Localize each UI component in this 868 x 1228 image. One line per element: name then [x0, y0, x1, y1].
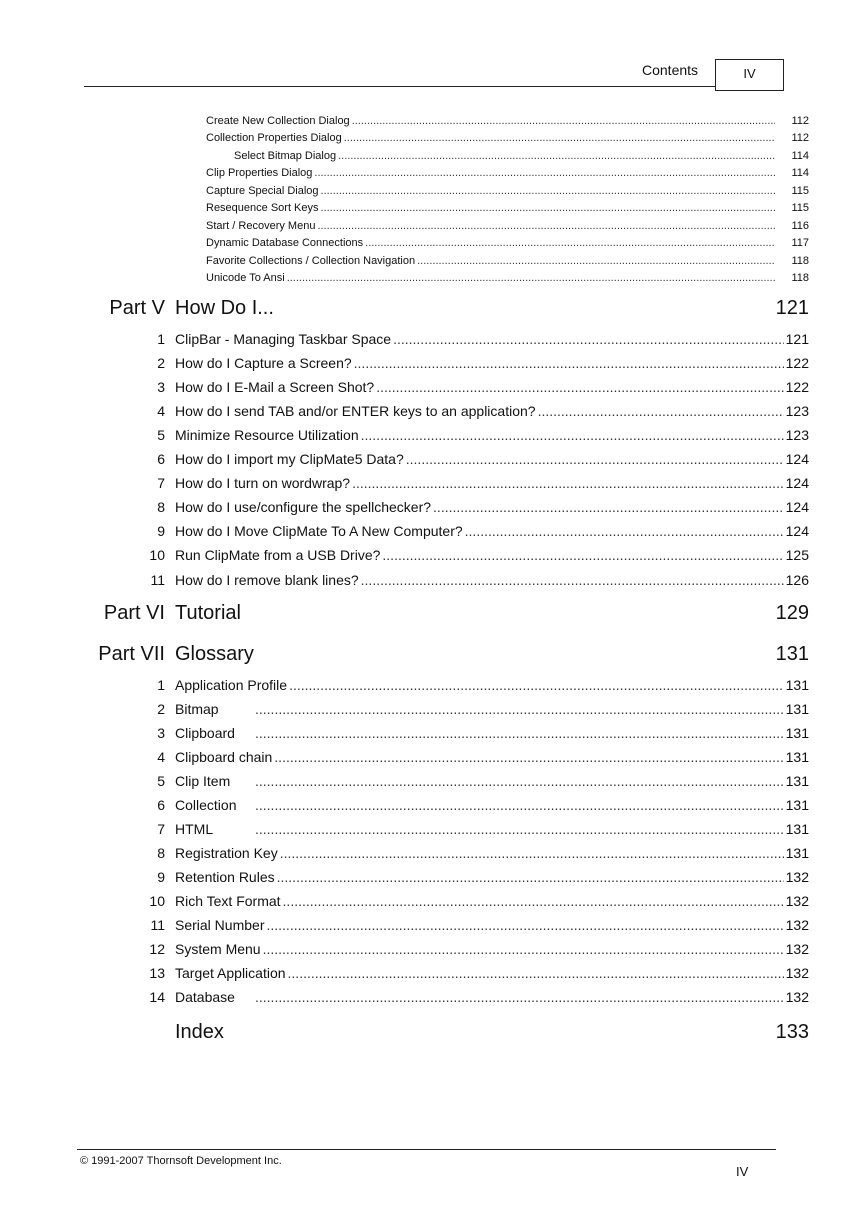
entry-number: 13 [149, 965, 165, 981]
toc-sub-entry-title: Favorite Collections / Collection Navigation [206, 255, 416, 267]
entry-number: 3 [157, 725, 165, 741]
entry-page: 131 [785, 797, 809, 813]
toc-part-heading[interactable] [0, 297, 809, 323]
dot-leader [274, 749, 783, 765]
entry-number: 2 [157, 355, 165, 371]
toc-sub-entry[interactable] [206, 167, 809, 181]
dot-leader [255, 701, 784, 717]
dot-leader [317, 220, 775, 232]
toc-sub-entry[interactable] [206, 132, 809, 146]
dot-leader [361, 427, 784, 443]
toc-entry[interactable] [157, 403, 809, 421]
entry-page: 131 [785, 773, 809, 789]
dot-leader [283, 893, 784, 909]
entry-page: 131 [785, 725, 809, 741]
toc-sub-entry-title: Capture Special Dialog [206, 185, 319, 197]
toc-entry[interactable] [157, 523, 809, 541]
entry-number: 7 [157, 475, 165, 491]
entry-title: Bitmap [175, 701, 219, 717]
entry-title: How do I Capture a Screen? [175, 355, 352, 371]
toc-entry[interactable] [157, 677, 809, 695]
entry-page: 132 [785, 941, 809, 957]
toc-sub-entry-title: Create New Collection Dialog [206, 115, 350, 127]
entry-page: 126 [785, 572, 809, 588]
entry-title: Clipboard [175, 725, 235, 741]
dot-leader [338, 150, 775, 162]
entry-number: 10 [149, 893, 165, 909]
header-page-box: IV [715, 59, 784, 91]
dot-leader [321, 202, 775, 214]
entry-number: 9 [157, 523, 165, 539]
entry-title: Retention Rules [175, 869, 275, 885]
dot-leader [266, 917, 783, 933]
toc-entry[interactable] [157, 797, 809, 815]
entry-title: How do I use/configure the spellchecker? [175, 499, 432, 515]
part-page: 129 [775, 602, 809, 624]
entry-number: 4 [157, 403, 165, 419]
header-rule [84, 86, 716, 87]
entry-page: 123 [785, 403, 809, 419]
toc-entry[interactable] [157, 331, 809, 349]
entry-title: How do I Move ClipMate To A New Computer? [175, 523, 463, 539]
toc-entry[interactable] [150, 572, 809, 590]
dot-leader [361, 572, 784, 588]
entry-page: 124 [785, 523, 809, 539]
toc-sub-entry-title: Clip Properties Dialog [206, 167, 313, 179]
toc-sub-entry-title: Dynamic Database Connections [206, 237, 364, 249]
entry-title: How do I import my ClipMate5 Data? [175, 451, 404, 467]
part-number: Part VI [103, 602, 165, 624]
dot-leader [280, 845, 784, 861]
entry-page: 131 [785, 749, 809, 765]
toc-part-heading[interactable] [0, 643, 809, 669]
toc-entry[interactable] [157, 475, 809, 493]
entry-number: 10 [149, 547, 165, 563]
entry-number: 14 [149, 989, 165, 1005]
entry-title: ClipBar - Managing Taskbar Space [175, 331, 392, 347]
dot-leader [393, 331, 784, 347]
toc-sub-entry[interactable] [206, 202, 809, 216]
entry-title: How do I turn on wordwrap? [175, 475, 351, 491]
dot-leader [288, 965, 784, 981]
dot-leader [255, 725, 784, 741]
entry-number: 4 [157, 749, 165, 765]
dot-leader [314, 167, 775, 179]
toc-sub-entry-page: 115 [791, 185, 809, 197]
toc-entry[interactable] [149, 965, 809, 983]
toc-sub-entry-page: 112 [791, 115, 809, 127]
toc-sub-entry-page: 115 [791, 202, 809, 214]
toc-sub-entry-page: 114 [791, 167, 809, 179]
dot-leader [277, 869, 784, 885]
entry-number: 9 [157, 869, 165, 885]
entry-page: 122 [785, 379, 809, 395]
toc-entry[interactable] [149, 547, 809, 565]
footer-copyright: © 1991-2007 Thornsoft Development Inc. [80, 1155, 282, 1167]
entry-page: 124 [785, 499, 809, 515]
toc-entry[interactable] [149, 893, 809, 911]
toc-sub-entry-page: 118 [791, 272, 809, 284]
toc-sub-entry[interactable] [206, 185, 809, 199]
entry-title: Rich Text Format [175, 893, 281, 909]
entry-number: 5 [157, 427, 165, 443]
toc-entry[interactable] [157, 821, 809, 839]
toc-sub-entry-title: Unicode To Ansi [206, 272, 285, 284]
part-page: 121 [775, 297, 809, 319]
toc-entry[interactable] [157, 749, 809, 767]
entry-title: Serial Number [175, 917, 265, 933]
toc-sub-entry[interactable] [206, 272, 809, 286]
toc-entry[interactable] [157, 379, 809, 397]
entry-page: 132 [785, 917, 809, 933]
entry-number: 1 [157, 331, 165, 347]
toc-entry[interactable] [157, 869, 809, 887]
toc-entry[interactable] [149, 941, 809, 959]
toc-sub-entry-page: 117 [791, 237, 809, 249]
entry-title: How do I E-Mail a Screen Shot? [175, 379, 375, 395]
dot-leader [255, 797, 784, 813]
toc-sub-entry-title: Collection Properties Dialog [206, 132, 342, 144]
entry-number: 7 [157, 821, 165, 837]
toc-sub-entry-page: 114 [791, 150, 809, 162]
dot-leader [406, 451, 784, 467]
toc-entry[interactable] [157, 845, 809, 863]
dot-leader [465, 523, 784, 539]
running-header-title: Contents [642, 62, 699, 78]
entry-number: 6 [157, 797, 165, 813]
toc-entry[interactable] [157, 725, 809, 743]
toc-sub-sub-entry[interactable] [234, 150, 809, 164]
dot-leader [354, 355, 784, 371]
toc-sub-entry[interactable] [206, 220, 809, 234]
entry-title: Application Profile [175, 677, 288, 693]
entry-page: 124 [785, 475, 809, 491]
toc-entry[interactable] [157, 451, 809, 469]
entry-number: 6 [157, 451, 165, 467]
toc-sub-entry-title: Start / Recovery Menu [206, 220, 316, 232]
entry-number: 8 [157, 845, 165, 861]
dot-leader [321, 185, 775, 197]
toc-entry[interactable] [150, 917, 809, 935]
entry-title: Run ClipMate from a USB Drive? [175, 547, 381, 563]
dot-leader [255, 821, 784, 837]
toc-sub-entry-title: Resequence Sort Keys [206, 202, 319, 214]
toc-entry[interactable] [157, 701, 809, 719]
entry-title: HTML [175, 821, 214, 837]
dot-leader [263, 941, 784, 957]
entry-page: 123 [785, 427, 809, 443]
entry-page: 132 [785, 989, 809, 1005]
dot-leader [382, 547, 783, 563]
dot-leader [352, 115, 775, 127]
entry-page: 131 [785, 821, 809, 837]
dot-leader [376, 379, 783, 395]
toc-sub-entry-page: 112 [791, 132, 809, 144]
toc-sub-entry[interactable] [206, 255, 809, 269]
entry-page: 131 [785, 701, 809, 717]
entry-number: 3 [157, 379, 165, 395]
entry-page: 131 [785, 845, 809, 861]
toc-sub-entry-title: Select Bitmap Dialog [234, 150, 337, 162]
toc-entry[interactable] [149, 989, 809, 1007]
dot-leader [433, 499, 784, 515]
entry-title: How do I send TAB and/or ENTER keys to an application? [175, 403, 536, 419]
entry-number: 12 [149, 941, 165, 957]
toc-entry[interactable] [157, 499, 809, 517]
entry-title: Registration Key [175, 845, 278, 861]
part-number: Part VII [98, 643, 165, 665]
toc-sub-entry[interactable] [206, 115, 809, 129]
entry-page: 131 [785, 677, 809, 693]
entry-number: 1 [157, 677, 165, 693]
toc-entry[interactable] [157, 773, 809, 791]
entry-number: 8 [157, 499, 165, 515]
part-title: Glossary [175, 643, 254, 665]
index-page: 133 [775, 1021, 809, 1043]
entry-title: Minimize Resource Utilization [175, 427, 359, 443]
part-page: 131 [775, 643, 809, 665]
entry-title: Target Application [175, 965, 286, 981]
toc-index-heading[interactable] [0, 1021, 809, 1047]
dot-leader [255, 773, 784, 789]
dot-leader [344, 132, 775, 144]
entry-page: 121 [785, 331, 809, 347]
dot-leader [255, 989, 784, 1005]
toc-entry[interactable] [157, 427, 809, 445]
entry-page: 124 [785, 451, 809, 467]
entry-page: 125 [785, 547, 809, 563]
entry-title: Collection [175, 797, 237, 813]
toc-entry[interactable] [157, 355, 809, 373]
part-number: Part V [109, 297, 165, 319]
part-title: Tutorial [175, 602, 241, 624]
entry-title: Clip Item [175, 773, 231, 789]
entry-title: System Menu [175, 941, 261, 957]
entry-page: 132 [785, 869, 809, 885]
dot-leader [417, 255, 775, 267]
footer-rule [77, 1149, 776, 1150]
index-title: Index [175, 1021, 224, 1043]
toc-sub-entry[interactable] [206, 237, 809, 251]
entry-page: 122 [785, 355, 809, 371]
dot-leader [287, 272, 775, 284]
entry-title: Clipboard chain [175, 749, 273, 765]
entry-title: Database [175, 989, 235, 1005]
toc-sub-entry-page: 116 [791, 220, 809, 232]
entry-title: How do I remove blank lines? [175, 572, 359, 588]
entry-number: 11 [150, 572, 165, 588]
entry-page: 132 [785, 965, 809, 981]
dot-leader [289, 677, 784, 693]
dot-leader [352, 475, 784, 491]
dot-leader [365, 237, 775, 249]
toc-sub-entry-page: 118 [791, 255, 809, 267]
entry-number: 5 [157, 773, 165, 789]
entry-number: 11 [150, 917, 165, 933]
entry-page: 132 [785, 893, 809, 909]
footer-page-number: IV [736, 1164, 749, 1179]
part-title: How Do I... [175, 297, 274, 319]
dot-leader [538, 403, 784, 419]
toc-part-heading[interactable] [0, 602, 809, 628]
entry-number: 2 [157, 701, 165, 717]
